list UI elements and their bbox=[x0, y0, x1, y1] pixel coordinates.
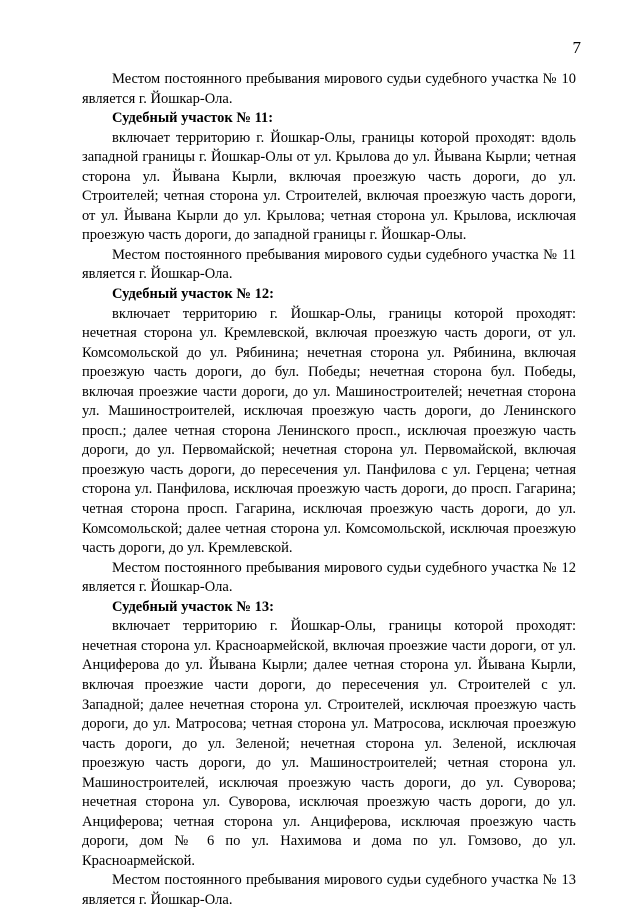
paragraph-seat-10: Местом постоянного пребывания мирового судьи судебного участка № 10 является г. Йошкар-Ола. bbox=[82, 71, 576, 107]
section-heading-11: Судебный участок № 11: bbox=[112, 110, 274, 127]
paragraph-boundaries-11: включает территорию г. Йошкар-Олы, границы которой проходят: вдоль западной границы г. Йошкар-Олы от ул. Крылова до ул. Йывана Кырли; четная сторона ул. Йывана Кырли, включая проезжую часть дороги, до ул. Строителей; четная сторона ул. Строителей, включая проезжую часть дороги, от ул. Йывана Кырли до ул. Крылова; четная сторона ул. Крылова, исключая проезжую часть дороги, до западной границы г. Йошкар-Олы. bbox=[82, 129, 576, 244]
paragraph-seat-12: Местом постоянного пребывания мирового судьи судебного участка № 12 является г. Йошкар-Ола. bbox=[82, 559, 576, 596]
paragraph-seat-11: Местом постоянного пребывания мирового судьи судебного участка № 11 является г. Йошкар-Ола. bbox=[82, 246, 576, 283]
section-heading-13: Судебный участок № 13: bbox=[112, 598, 274, 615]
section-heading-12: Судебный участок № 12: bbox=[112, 286, 274, 303]
paragraph-boundaries-13: включает территорию г. Йошкар-Олы, границы которой проходят: нечетная сторона ул. Красноармейской, включая проезжие части дороги, от ул. Анциферова до ул. Йывана Кырли; далее четная сторона ул. Йывана Кырли, включая проезжие части дороги, до пересечения ул. Строителей с ул. Западной; далее нечетная сторона ул. Строителей, исключая проезжую часть дороги, до ул. Матросова; четная сторона ул. Матросова, исключая проезжую часть дороги, до ул. Зеленой; нечетная сторона ул. Зеленой, исключая проезжую часть дороги, до ул. Машиностроителей; четная сторона ул. Машиностроителей, исключая проезжую часть дороги, до ул. Суворова; нечетная сторона ул. Суворова, исключая проезжую часть дороги, до ул. Анциферова; четная сторона ул. Анциферова, исключая проезжую часть дороги, дом № 6 по ул. Нахимова и дома по ул. Гомзово, до ул. Красноармейской. bbox=[82, 618, 576, 869]
document-body bbox=[82, 70, 576, 911]
page-number: 7 bbox=[572, 38, 581, 57]
paragraph-seat-13: Местом постоянного пребывания мирового судьи судебного участка № 13 является г. Йошкар-Ола. bbox=[82, 872, 576, 908]
paragraph-boundaries-12: включает территорию г. Йошкар-Олы, границы которой проходят: нечетная сторона ул. Кремлевской, включая проезжую часть дороги, от ул. Комсомольской до ул. Рябинина; нечетная сторона ул. Рябинина, включая проезжую часть дороги, до бул. Победы; нечетная сторона бул. Победы, включая проезжие части дороги, до ул. Машиностроителей; нечетная сторона ул. Машиностроителей, исключая проезжую часть дороги, до Ленинского просп.; далее четная сторона Ленинского просп., исключая проезжую часть дороги, до ул. Первомайской; нечетная сторона ул. Первомайской, включая проезжую часть дороги, до пересечения ул. Панфилова с ул. Герцена; четная сторона ул. Панфилова, исключая проезжую часть дороги, до просп. Гагарина; четная сторона просп. Гагарина, исключая проезжую часть дороги, до ул. Комсомольской; далее четная сторона ул. Комсомольской, исключая проезжую часть дороги, до ул. Кремлевской. bbox=[82, 305, 576, 557]
